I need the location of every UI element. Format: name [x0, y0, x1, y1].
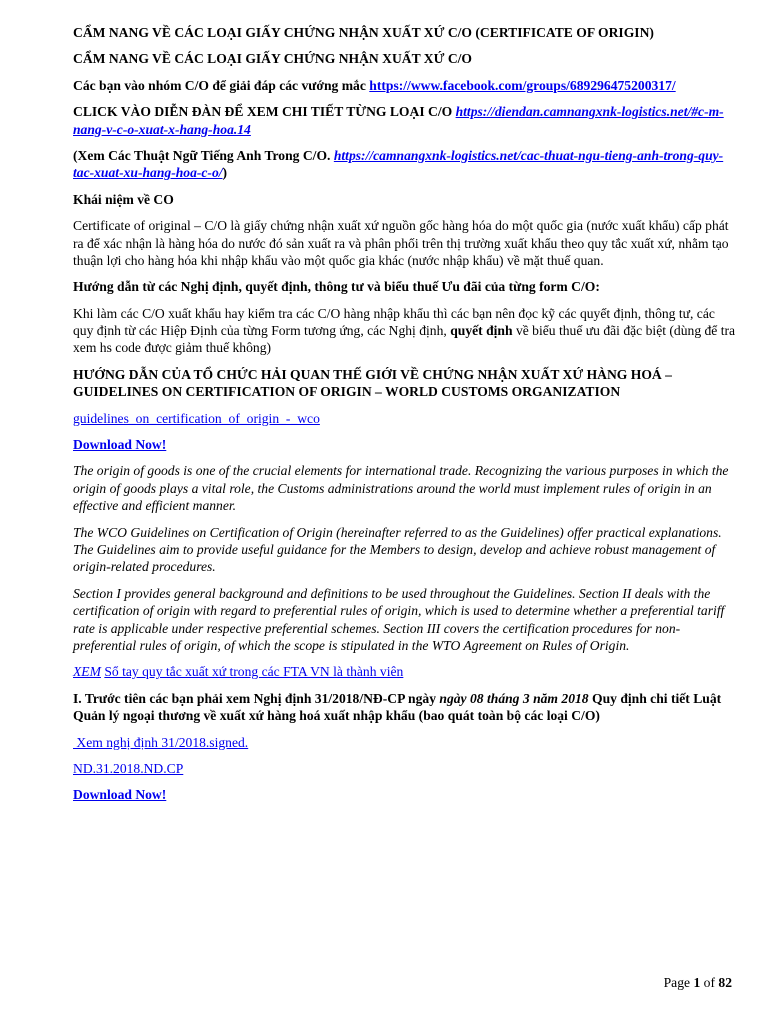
forum-text: CLICK VÀO DIỄN ĐÀN ĐỂ XEM CHI TIẾT TỪNG LOẠI C/O [73, 104, 453, 120]
document-subtitle: CẨM NANG VỀ CÁC LOẠI GIẤY CHỨNG NHẬN XUẤT XỨ C/O [73, 51, 473, 67]
forum-paragraph [73, 103, 738, 138]
wco-download-link[interactable]: Download Now! [73, 437, 167, 453]
decree-download-link[interactable]: Download Now! [73, 787, 167, 803]
facebook-group-text: Các bạn vào nhóm C/O để giải đáp các vướng mắc [73, 77, 366, 93]
section-1-text-b: Quy định chi tiết Luật Quản lý ngoại thương về xuất xứ hàng hoá xuất nhập khẩu (bao quát toàn bộ các loại C/O) [73, 690, 722, 724]
section-1-heading [73, 690, 738, 725]
page-current: 1 [693, 975, 701, 990]
page-number [664, 974, 732, 991]
concept-heading: Khái niệm về CO [73, 191, 174, 207]
facebook-group-paragraph [73, 77, 738, 94]
forum-link[interactable]: https://diendan.camnangxnk-logistics.net/#c-m-nang-v-c-o-xuat-x-hang-hoa.14 [73, 104, 724, 137]
decree-download-paragraph [73, 786, 738, 803]
terms-text: (Xem Các Thuật Ngữ Tiếng Anh Trong C/O. [73, 147, 331, 163]
facebook-group-link[interactable]: https://www.facebook.com/groups/689296475200317/ [369, 77, 676, 93]
fta-xem-link[interactable]: XEM [73, 664, 101, 680]
concept-body: Certificate of original – C/O là giấy chứng nhận xuất xứ nguồn gốc hàng hóa do một quốc gia (nước xuất khẩu) cấp phát ra để xác nhận là hàng hóa do nước đó sản xuất ra và phân phối trên thị trường xuất khẩu theo quy tắc xuất xứ, nhằm tạo thuận lợi cho hàng hóa khi nhập khẩu vào một quốc gia khác (nước nhập khẩu) về mặt thuế quan. [73, 218, 729, 268]
page-label: Page [663, 975, 691, 990]
wco-heading: HƯỚNG DẪN CỦA TỔ CHỨC HẢI QUAN THẾ GIỚI VỀ CHỨNG NHẬN XUẤT XỨ HÀNG HOÁ – GUIDELINES ON CERTIFICATION OF ORIGIN – WORLD CUSTOMS ORGANIZATION [73, 366, 672, 400]
guide-heading: Hướng dẫn từ các Nghị định, quyết định, thông tư và biểu thuế Ưu đãi của từng form C/O: [73, 279, 600, 295]
decree-link-paragraph-1 [73, 734, 738, 751]
wco-link-paragraph [73, 410, 738, 427]
fta-paragraph [73, 663, 738, 680]
page-of: of [703, 975, 715, 990]
guide-body-bold: quyết định [450, 323, 513, 339]
decree-signed-link[interactable]: Xem nghị định 31/2018.signed. [73, 734, 249, 750]
terms-close: ) [222, 165, 228, 181]
wco-download-paragraph [73, 436, 738, 453]
wco-paragraph-3: Section I provides general background and definitions to be used throughout the Guidelines. Section II deals with the certification of origin with regard to preferential rules of origin, which is used to determine whether a preferential tariff rate is applicable under respective preferential schemes. Section III covers the certification procedures for non-preferential rules of origin, of which the scope is stipulated in the WTO Agreement on Rules of Origin. [73, 585, 725, 653]
guide-body-text-b: về biểu thuế ưu đãi đặc biệt (dùng để tra xem hs code được giảm thuế không) [73, 323, 736, 356]
wco-paragraph-2: The WCO Guidelines on Certification of Origin (hereinafter referred to as the Guidelines) offer practical explanations. The Guidelines aim to provide useful guidance for the Members to design, develop and achieve robust management of origin-related procedures. [73, 524, 722, 575]
wco-guidelines-link[interactable]: guidelines_on_certification_of_origin_-_wco [73, 410, 320, 426]
document-body [73, 24, 738, 813]
decree-link-paragraph-2 [73, 760, 738, 777]
wco-paragraph-1: The origin of goods is one of the crucial elements for international trade. Recognizing the various purposes in which the origin of goods plays a vital role, the Customs administrations around the world must implement rules of origin in an effective and efficient manner. [73, 463, 729, 514]
decree-file-link[interactable]: ND.31.2018.ND.CP [73, 760, 184, 776]
document-title: CẨM NANG VỀ CÁC LOẠI GIẤY CHỨNG NHẬN XUẤT XỨ C/O (CERTIFICATE OF ORIGIN) [73, 25, 654, 40]
section-1-date: ngày 08 tháng 3 năm 2018 [439, 690, 589, 706]
terms-link[interactable]: https://camnangxnk-logistics.net/cac-thuat-ngu-tieng-anh-trong-quy-tac-xuat-xu-hang-hoa-c-o/ [73, 147, 724, 181]
page-total: 82 [718, 975, 732, 990]
guide-body-text-a: Khi làm các C/O xuất khẩu hay kiểm tra các C/O hàng nhập khẩu thì các bạn nên đọc kỹ các quyết định, thông tư, các quy định từ các Hiệp Định của từng Form tương ứng, các Nghị định, [73, 305, 715, 339]
guide-body [73, 305, 738, 357]
terms-paragraph [73, 147, 738, 182]
section-1-text-a: I. Trước tiên các bạn phải xem Nghị định 31/2018/NĐ-CP ngày [73, 690, 436, 706]
fta-handbook-link[interactable]: Sổ tay quy tắc xuất xứ trong các FTA VN là thành viên [104, 664, 404, 680]
